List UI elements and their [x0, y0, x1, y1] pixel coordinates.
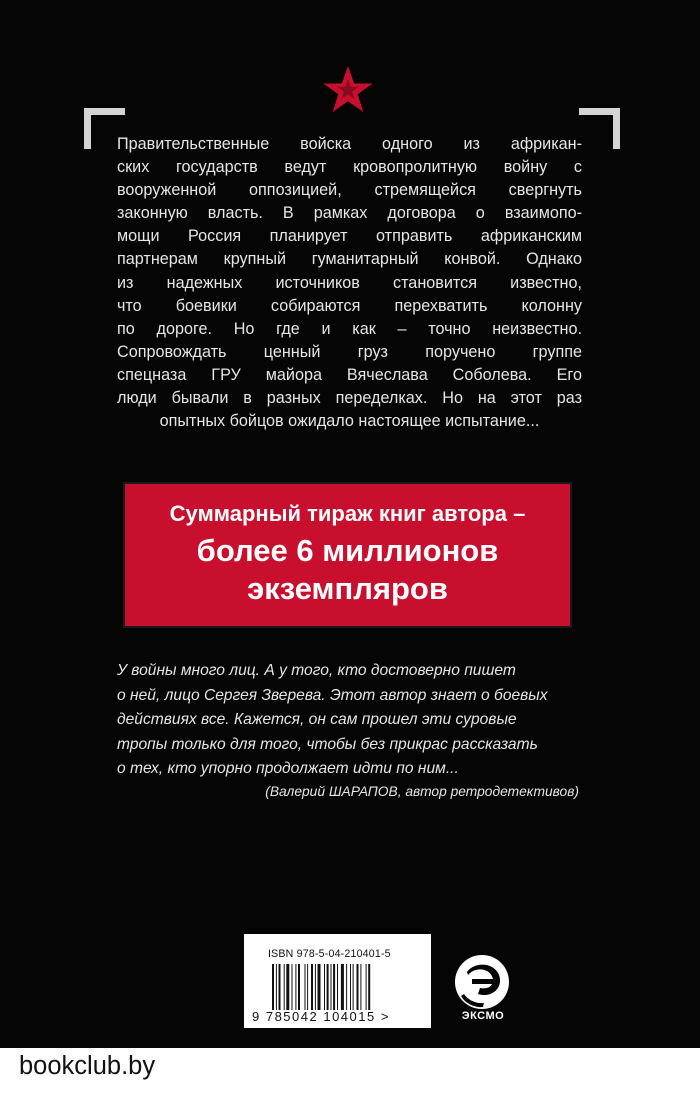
barcode-bar: [276, 964, 277, 1010]
annotation-line: опытных бойцов ожидало настоящее испытание...: [159, 412, 540, 431]
annotation-line: что боевики собираются перехватить колонну: [117, 296, 582, 315]
isbn-barcode: [244, 934, 431, 1028]
annotation-line: спецназа ГРУ майора Вячеслава Соболева. Его: [117, 365, 582, 384]
barcode-bar: [284, 964, 285, 1010]
barcode-bar: [331, 964, 332, 1010]
barcode-bar: [295, 964, 296, 1010]
annotation-line: законную власть. В рамках договора о взаимопо-: [117, 204, 582, 223]
red-star-icon: [321, 64, 375, 116]
review-attribution: (Валерий ШАРАПОВ, автор ретродетективов): [265, 784, 579, 799]
barcode-bar: [315, 964, 316, 1010]
review-line: действиях все. Кажется, он сам прошел эти суровые: [117, 711, 517, 728]
review-line: У войны много лиц. А у того, кто достоверно пишет: [117, 662, 516, 679]
barcode-bar: [353, 964, 354, 1010]
barcode-bar: [307, 964, 308, 1010]
barcode-bar: [327, 964, 329, 1010]
barcode-bar: [368, 964, 370, 1010]
corner-bracket-right: [579, 108, 620, 149]
publisher-name: ЭКСМО: [461, 1010, 505, 1022]
eksmo-logo-icon: [450, 954, 514, 1012]
annotation-line: из надежных источников становится известно,: [117, 273, 582, 292]
annotation-line: Сопровождать ценный груз поручено группе: [117, 342, 582, 361]
barcode-bar: [292, 964, 293, 1010]
barcode-bar: [279, 964, 281, 1010]
barcode-bar: [318, 964, 321, 1010]
isbn-number: ISBN 978-5-04-210401-5: [268, 948, 391, 960]
review-line: о тех, кто упорно продолжает идти по ним...: [117, 760, 459, 777]
barcode-bars: [272, 964, 408, 1010]
barcode-bar: [324, 964, 325, 1010]
annotation-line: люди бывали в разных переделках. Но на этот раз: [117, 389, 582, 408]
barcode-bar: [298, 964, 300, 1010]
barcode-bar: [333, 964, 335, 1010]
barcode-bar: [286, 964, 289, 1010]
barcode-bar: [341, 964, 344, 1010]
review-line: тропы только для того, чтобы без прикрас рассказать: [117, 735, 538, 753]
barcode-bar: [346, 964, 347, 1010]
barcode-bar: [366, 964, 367, 1010]
barcode-bar: [360, 964, 361, 1010]
barcode-bar: [311, 964, 313, 1010]
annotation-line: мощи Россия планирует отправить африканским: [117, 227, 582, 246]
annotation-line: партнерам крупный гуманитарный конвой. Однако: [117, 250, 582, 269]
annotation-line: ских государств ведут кровопролитную войну с: [117, 158, 582, 177]
barcode-bar: [357, 964, 359, 1010]
barcode-bar: [305, 964, 306, 1010]
banner-line-1: Суммарный тираж книг автора –: [169, 501, 526, 526]
review-line: о ней, лицо Сергея Зверева. Этот автор знает о боевых: [117, 686, 548, 704]
circulation-banner: [123, 482, 572, 628]
site-watermark: bookclub.by: [19, 1052, 156, 1080]
barcode-bar: [272, 964, 274, 1010]
barcode-bar: [337, 964, 338, 1010]
annotation-text: [117, 133, 582, 433]
banner-line-3: экземпляров: [247, 571, 448, 606]
annotation-line: по дороге. Но где и как – точно неизвестно.: [117, 319, 582, 338]
banner-line-2: более 6 миллионов: [196, 533, 499, 568]
annotation-line: Правительственные войска одного из африкан-: [117, 135, 582, 153]
annotation-line: вооруженной оппозицией, стремящейся свергнуть: [117, 181, 582, 200]
barcode-bar: [350, 964, 351, 1010]
barcode-digits: 9 785042 104015 >: [252, 1009, 390, 1024]
review-quote: [117, 659, 580, 782]
